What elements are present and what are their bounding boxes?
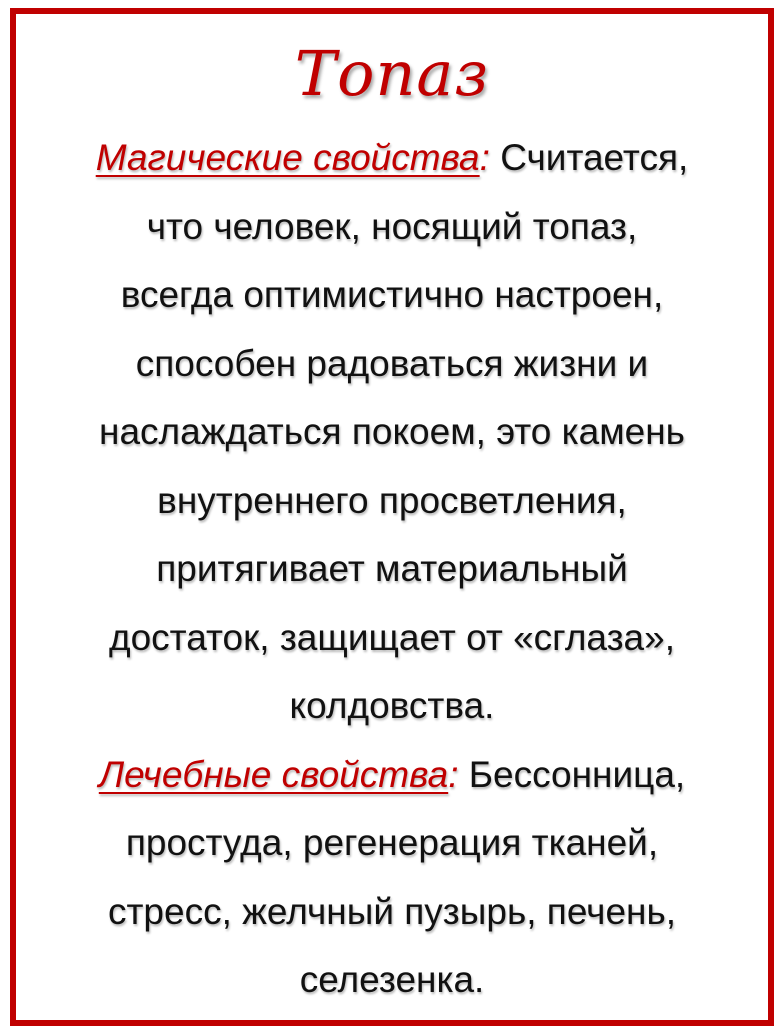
- page-title: Топаз: [294, 37, 490, 110]
- healing-line-4: селезенка.: [299, 959, 485, 1000]
- magic-properties-colon: :: [479, 137, 490, 178]
- magic-line-1: Считается,: [500, 137, 689, 178]
- magic-line-7: притягивает материальный: [156, 548, 628, 589]
- magic-line-6: внутреннего просветления,: [157, 479, 627, 521]
- healing-properties-section: [28, 741, 756, 1015]
- magic-line-2: что человек, носящий топаз,: [146, 205, 638, 247]
- healing-line-3: стресс, желчный пузырь, печень,: [107, 890, 677, 932]
- magic-properties-label: Магические свойства: [95, 137, 480, 178]
- healing-properties-colon: :: [448, 753, 459, 795]
- healing-line-1: Бессонница,: [468, 753, 686, 795]
- magic-line-9: колдовства.: [289, 685, 495, 726]
- magic-line-5: наслаждаться покоем, это камень: [99, 411, 685, 452]
- page-frame: [10, 8, 774, 1026]
- healing-properties-label: Лечебные свойства: [98, 753, 449, 795]
- magic-line-3: всегда оптимистично настроен,: [120, 274, 664, 315]
- content-text: [16, 124, 768, 1015]
- magic-line-4: способен радоваться жизни и: [135, 342, 649, 384]
- magic-properties-section: [28, 124, 756, 741]
- magic-line-8: достаток, защищает от «сглаза»,: [109, 616, 675, 658]
- healing-line-2: простуда, регенерация тканей,: [125, 822, 659, 863]
